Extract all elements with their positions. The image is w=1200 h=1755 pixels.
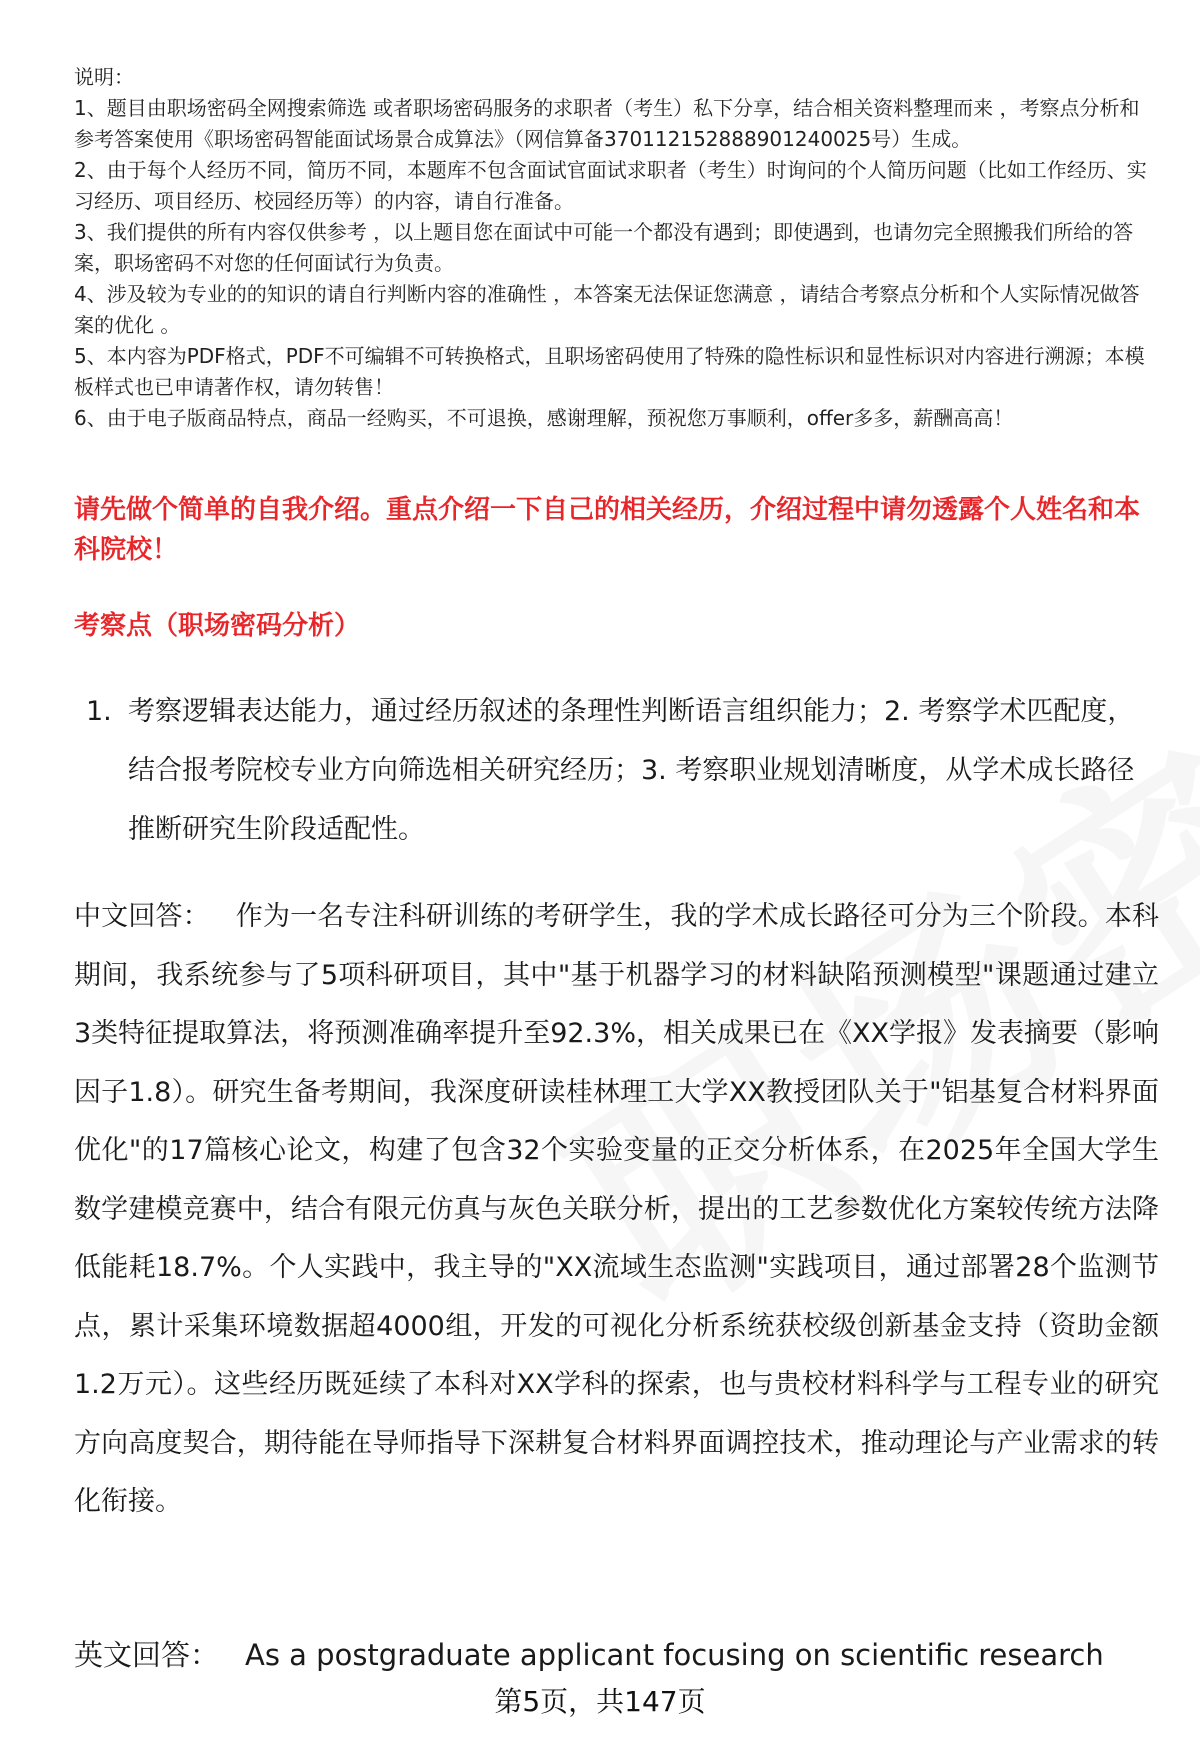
disclaimer-notes [74,62,1154,434]
interview-question: 请先做个简单的自我介绍。重点介绍一下自己的相关经历，介绍过程中请勿透露个人姓名和本科院校！ [74,495,1141,565]
page-number: 第5页，共147页 [494,1685,706,1718]
notes-title: 说明： [74,65,134,89]
notes-item-1: 1、题目由职场密码全网搜索筛选 或者职场密码服务的求职者（考生）私下分享，结合相关资料整理而来 ，考察点分析和参考答案使用《职场密码智能面试场景合成算法》（网信算备370112152888901240025号）生成。 [74,96,1140,151]
notes-item-2: 2、由于每个人经历不同，简历不同，本题库不包含面试官面试求职者（考生）时询问的个人简历问题（比如工作经历、实习经历、项目经历、校园经历等）的内容，请自行准备。 [74,158,1147,213]
notes-item-5: 5、本内容为PDF格式，PDF不可编辑不可转换格式，且职场密码使用了特殊的隐性标识和显性标识对内容进行溯源；本模板样式也已申请著作权，请勿转售！ [74,344,1145,399]
exam-points-text: 考察逻辑表达能力，通过经历叙述的条理性判断语言组织能力；2. 考察学术匹配度，结合报考院校专业方向筛选相关研究经历；3. 考察职业规划清晰度，从学术成长路径推断研究生阶段适配性。 [128,696,1135,845]
notes-item-6: 6、由于电子版商品特点，商品一经购买，不可退换，感谢理解，预祝您万事顺利，offer多多，薪酬高高！ [74,406,1014,430]
chinese-answer-text: 作为一名专注科研训练的考研学生，我的学术成长路径可分为三个阶段。本科期间，我系统参与了5项科研项目，其中"基于机器学习的材料缺陷预测模型"课题通过建立3类特征提取算法，将预测准确率提升至92.3%，相关成果已在《XX学报》发表摘要（影响因子1.8）。研究生备考期间，我深度研读桂林理工大学XX教授团队关于"铝基复合材料界面优化"的17篇核心论文，构建了包含32个实验变量的正交分析体系，在2025年全国大学生数学建模竞赛中，结合有限元仿真与灰色关联分析，提出的工艺参数优化方案较传统方法降低能耗18.7%。个人实践中，我主导的"XX流域生态监测"实践项目，通过部署28个监测节点，累计采集环境数据超4000组，开发的可视化分析系统获校级创新基金支持（资助金额1.2万元）。这些经历既延续了本科对XX学科的探索，也与贵校材料科学与工程专业的研究方向高度契合，期待能在导师指导下深耕复合材料界面调控技术，推动理论与产业需求的转化衔接。 [74,901,1160,1517]
notes-item-3: 3、我们提供的所有内容仅供参考 ，以上题目您在面试中可能一个都没有遇到；即使遇到，也请勿完全照搬我们所给的答案，职场密码不对您的任何面试行为负责。 [74,220,1134,275]
english-answer-label: 英文回答： [74,1638,220,1672]
notes-item-4: 4、涉及较为专业的的知识的请自行判断内容的准确性 ，本答案无法保证您满意 ，请结合考察点分析和个人实际情况做答案的优化 。 [74,282,1140,337]
english-answer-text: As a postgraduate applicant focusing on scientific research [245,1638,1104,1672]
chinese-answer-label: 中文回答： [74,901,210,932]
exam-points-list [86,682,1156,859]
exam-points-heading: 考察点（职场密码分析） [74,611,361,641]
exam-points-number: 1. [86,696,112,727]
chinese-answer [74,888,1159,1532]
english-answer [74,1633,1159,1677]
